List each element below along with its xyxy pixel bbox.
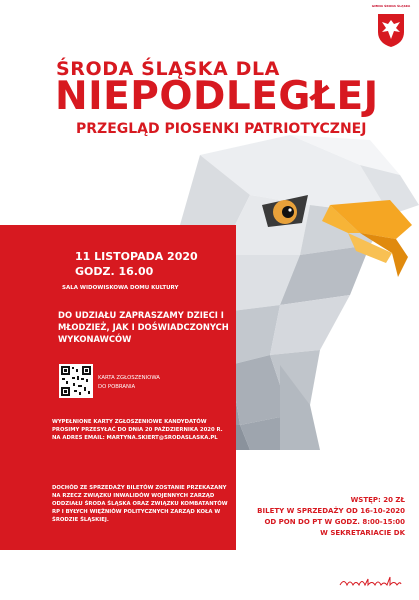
submission-instructions: WYPEŁNIONE KARTY ZGŁOSZENIOWE KANDYDATÓW PROSIMY PRZESYŁAĆ DO DNIA 20 PAŹDZIERNIKA 2020 R. NA ADRES EMAIL: MARTYNA.SKIERT@SRODASLASKA.PL [52, 419, 223, 441]
municipality-crest [366, 4, 416, 58]
invitation-text: DO UDZIAŁU ZAPRASZAMY DZIECI I MŁODZIEŻ, JAK I DOŚWIADCZONYCH WYKONAWCÓW [58, 310, 229, 344]
ticket-info [257, 495, 405, 539]
crest-label: GMINA ŚRODA ŚLĄSKA [371, 4, 411, 8]
event-venue: SALA WIDOWISKOWA DOMU KULTURY [62, 285, 179, 291]
qr-code-icon [60, 365, 92, 397]
event-date: 11 LISTOPADA 2020 [75, 250, 198, 263]
qr-code[interactable] [59, 364, 93, 398]
ticket-office-hours: OD PON DO PT W GODZ. 8:00-15:00 [264, 518, 405, 526]
title-line-1: ŚRODA ŚLĄSKA DLA [56, 58, 280, 80]
eagle-crest-icon [376, 12, 406, 48]
entry-price: WSTĘP: 20 ZŁ [350, 496, 405, 504]
event-time: GODZ. 16.00 [75, 265, 154, 278]
form-download-label: KARTA ZGŁOSZENIOWA DO POBRANIA [98, 375, 160, 390]
ticket-office-place: W SEKRETARIACIE DK [320, 529, 405, 537]
logo-caption: ŚRODA ŚLĄSKA [18, 587, 58, 592]
title-main: NIEPODLEGŁEJ [55, 74, 379, 119]
ticket-proceeds-note: DOCHÓD ZE SPRZEDAŻY BILETÓW ZOSTANIE PRZEKAZANY NA RZECZ ZWIĄZKU INWALIDÓW WOJENNYCH ZARZĄD ODDZIAŁU ŚRODA ŚLĄSKA ORAZ ZWIĄZKU KOMBATANTÓW RP I BYŁYCH WIĘŹNIÓW POLITYCZNYCH ZARZĄD KOŁA W ŚRODZIE ŚLĄSKIEJ. [52, 485, 228, 523]
signature-logo [338, 575, 403, 589]
ticket-sale-start: BILETY W SPRZEDAŻY OD 16-10-2020 [257, 507, 405, 515]
event-details-panel [0, 225, 236, 550]
subtitle: PRZEGLĄD PIOSENKI PATRIOTYCZNEJ [76, 121, 367, 137]
